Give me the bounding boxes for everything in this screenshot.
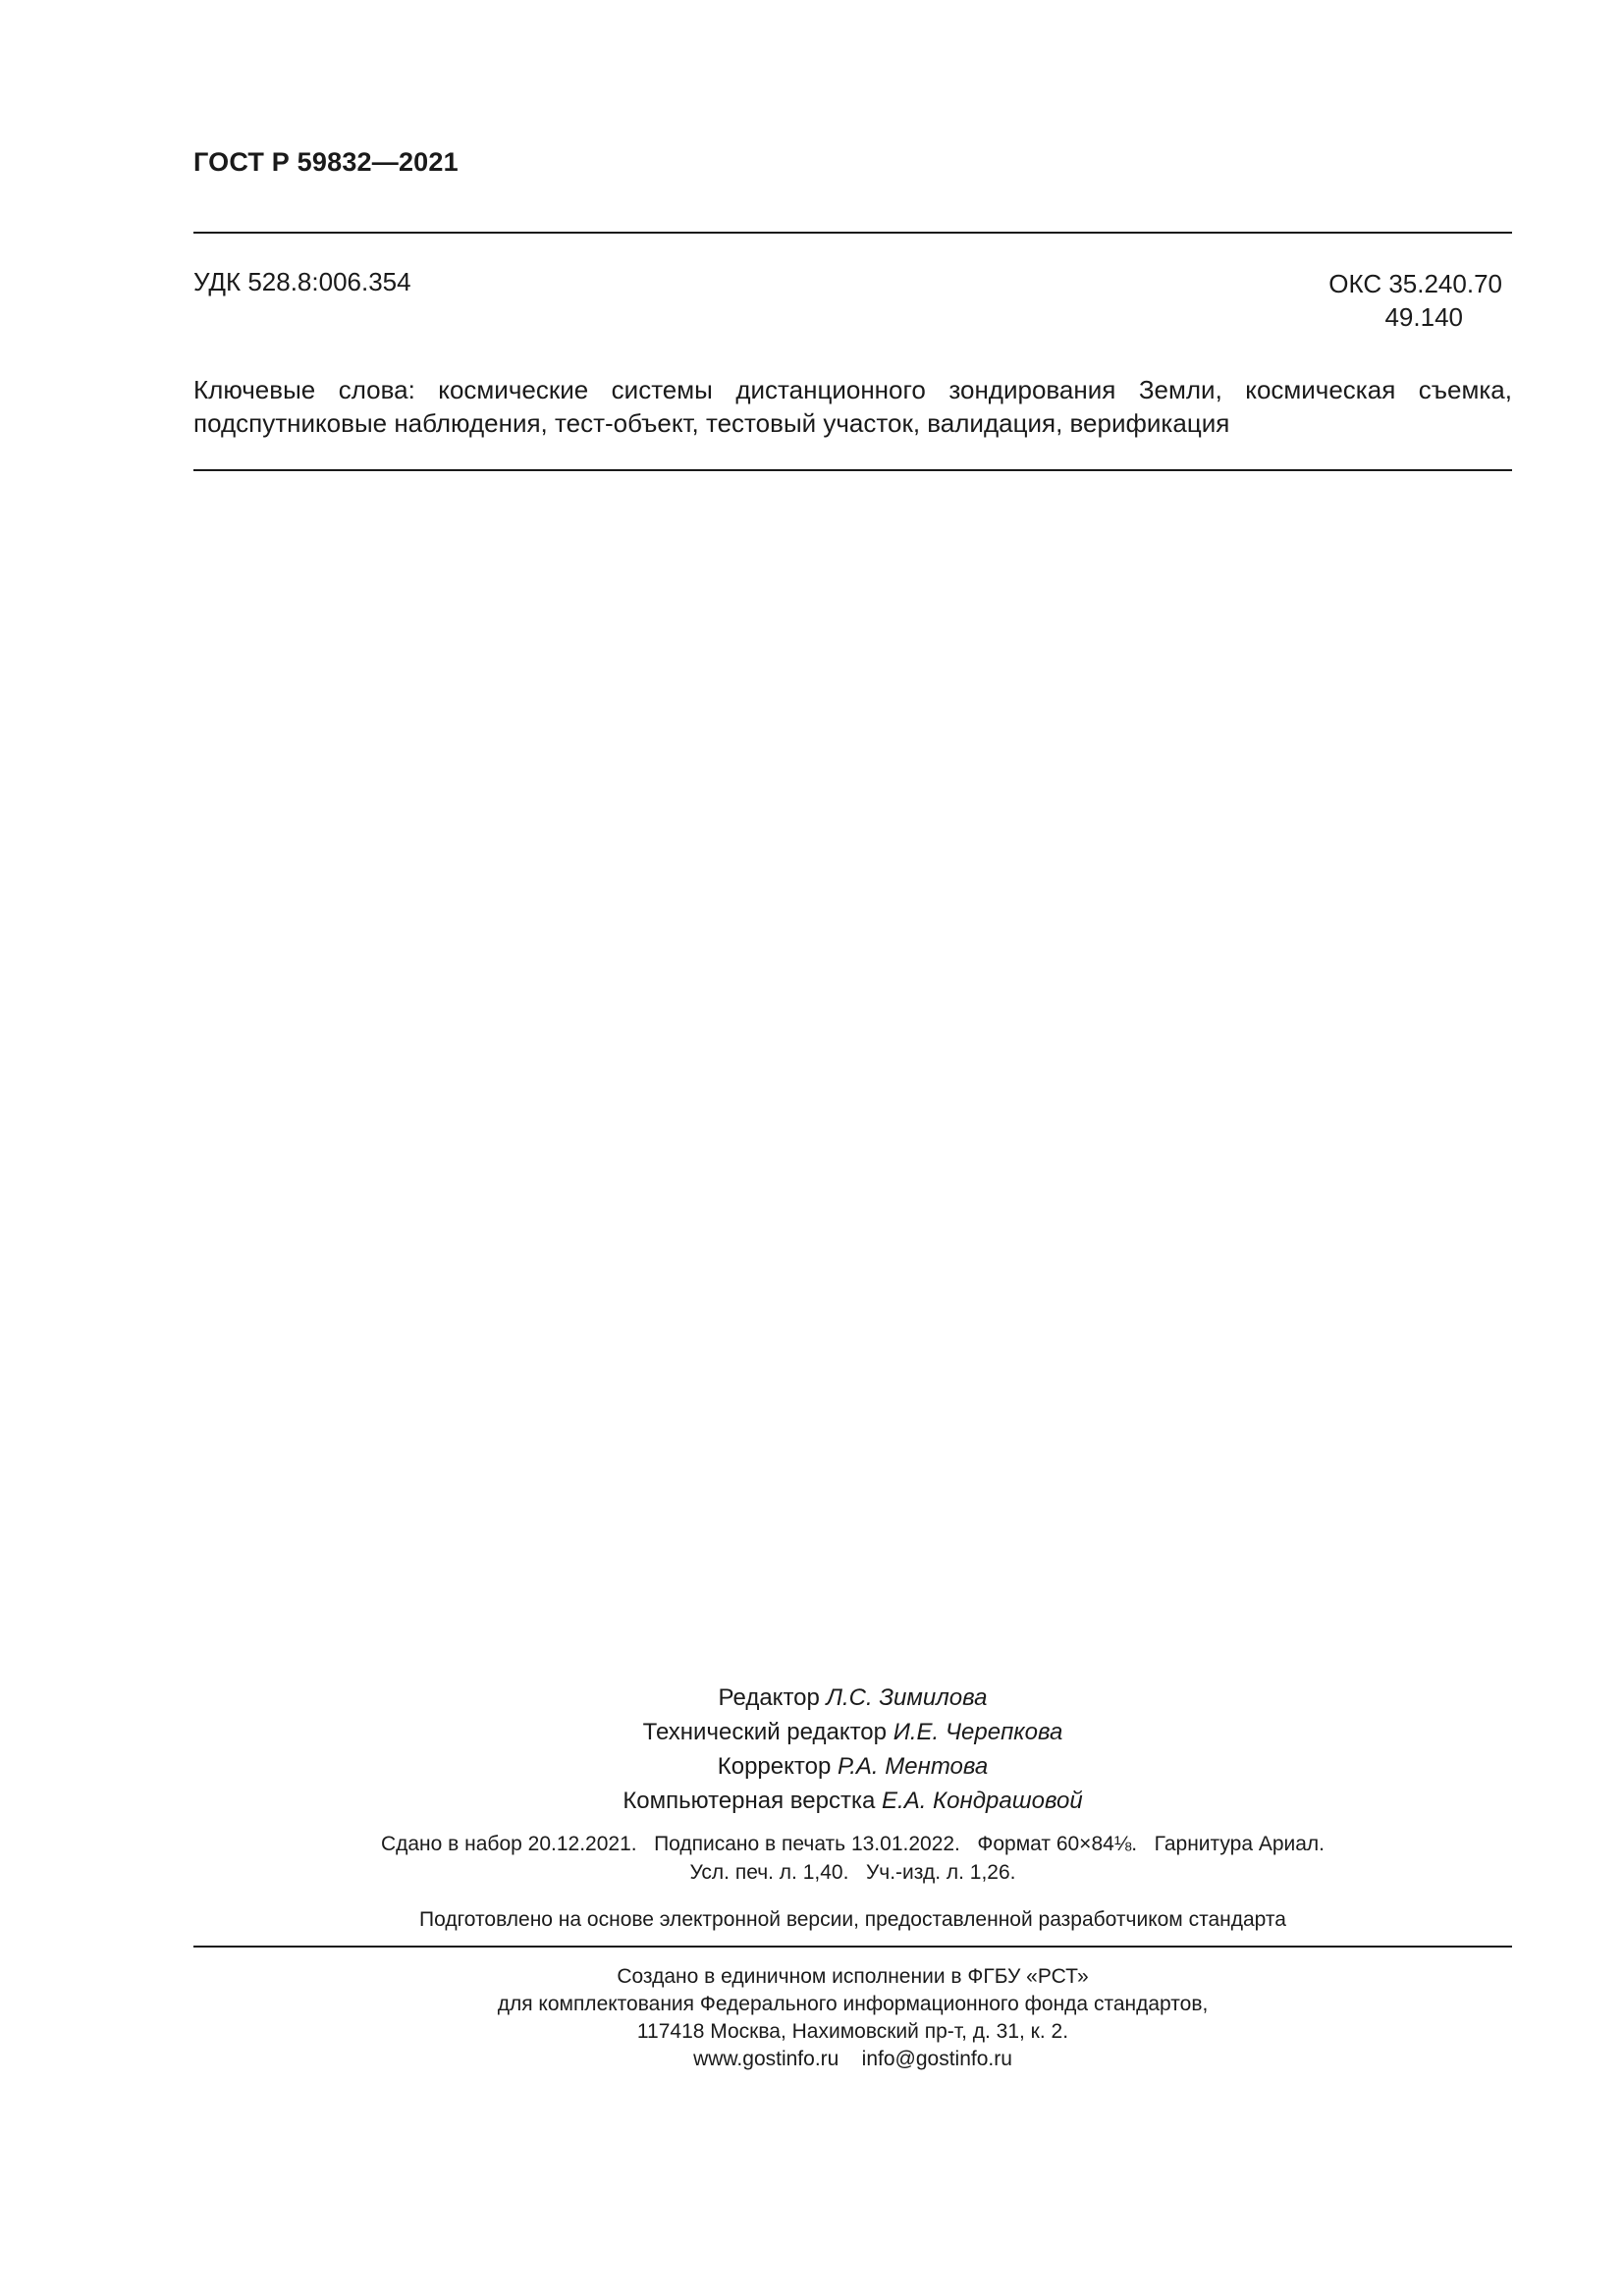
credit-corrector-label: Корректор xyxy=(717,1753,832,1780)
udk-code: УДК 528.8:006.354 xyxy=(193,267,411,296)
credit-editor-label: Редактор xyxy=(718,1684,820,1711)
imprint-line-1: Сдано в набор 20.12.2021. Подписано в печать 13.01.2022. Формат 60×84⅛. Гарнитура Ариал. xyxy=(380,1833,1326,1855)
oks-codes xyxy=(1328,267,1502,334)
prepared-note: Подготовлено на основе электронной версии, предоставленной разработчиком стандарта xyxy=(419,1908,1286,1931)
top-divider xyxy=(193,232,1512,234)
document-code: ГОСТ Р 59832—2021 xyxy=(193,147,459,177)
footer-line-4: www.gostinfo.ru info@gostinfo.ru xyxy=(693,2048,1012,2070)
credit-layout-name: Е.А. Кондрашовой xyxy=(882,1788,1083,1814)
publisher-footer xyxy=(193,1963,1512,2073)
credit-editor xyxy=(193,1681,1512,1715)
oks-code-1: ОКС 35.240.70 xyxy=(1328,269,1502,298)
oks-code-2: 49.140 xyxy=(1384,302,1463,332)
footer-line-1: Создано в единичном исполнении в ФГБУ «РСТ» xyxy=(617,1965,1089,1988)
credit-tech-editor xyxy=(193,1715,1512,1749)
imprint-block xyxy=(193,1830,1512,1887)
credit-tech-editor-name: И.Е. Черепкова xyxy=(893,1719,1063,1745)
keywords: Ключевые слова: космические системы дистанционного зондирования Земли, космическая съемка, подспутниковые наблюдения, тест-объект, тестовый участок, валидация, верификация xyxy=(193,375,1512,438)
footer-divider xyxy=(193,1946,1512,1948)
imprint-line-2: Усл. печ. л. 1,40. Уч.-изд. л. 1,26. xyxy=(689,1861,1016,1884)
credit-layout xyxy=(193,1784,1512,1818)
credit-corrector-name: Р.А. Ментова xyxy=(837,1753,989,1780)
footer-line-2: для комплектования Федерального информационного фонда стандартов, xyxy=(497,1993,1209,2015)
credit-layout-label: Компьютерная верстка xyxy=(623,1788,876,1814)
keywords-divider xyxy=(193,469,1512,471)
credit-tech-editor-label: Технический редактор xyxy=(642,1719,888,1745)
footer-line-3: 117418 Москва, Нахимовский пр-т, д. 31, к. 2. xyxy=(636,2020,1069,2043)
credit-editor-name: Л.С. Зимилова xyxy=(826,1684,988,1711)
credits-block xyxy=(193,1681,1512,1818)
credit-corrector xyxy=(193,1749,1512,1784)
